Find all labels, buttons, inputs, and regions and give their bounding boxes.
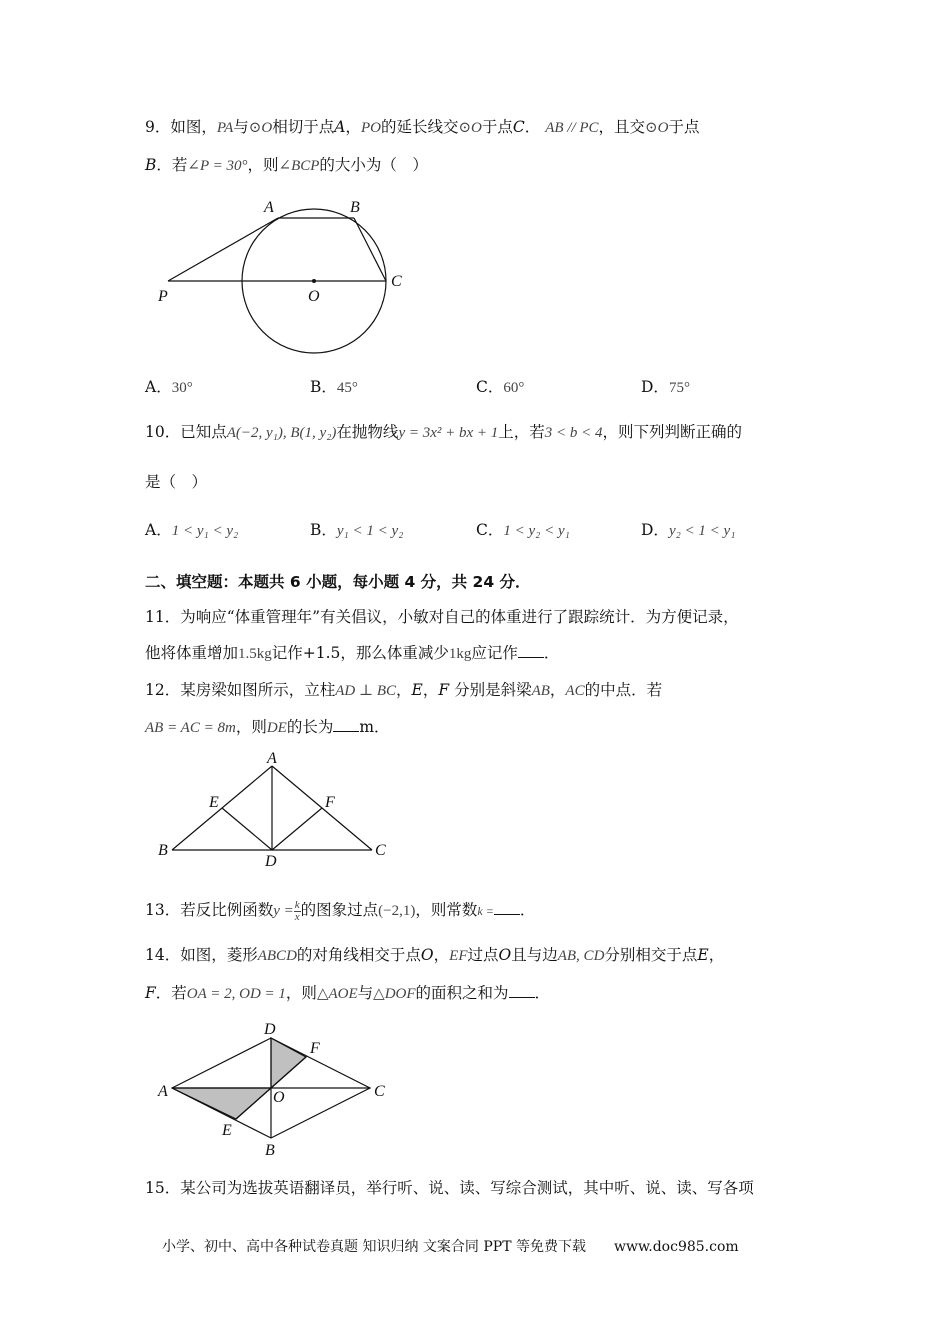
- q9-label-B: B: [350, 199, 360, 216]
- q14-label-F: F: [310, 1040, 320, 1057]
- q14-label-O: O: [273, 1089, 285, 1106]
- q9-label-A: A: [264, 199, 274, 216]
- q14-figure: [150, 1018, 400, 1160]
- q14-label-A: A: [158, 1083, 168, 1100]
- q9-label-P: P: [158, 288, 168, 305]
- q14-answer-blank: [509, 983, 535, 998]
- q12-line1: 12．某房梁如图所示，立柱AD ⊥ BC，E，F 分别是斜梁AB，AC的中点．若: [145, 681, 663, 699]
- q12-label-B: B: [158, 842, 168, 859]
- q9-figure: [150, 195, 420, 360]
- page-footer: 小学、初中、高中各种试卷真题 知识归纳 文案合同 PPT 等免费下载 www.doc985.com: [162, 1239, 739, 1255]
- q12-line2: AB = AC = 8m，则DE的长为 m．: [145, 718, 390, 736]
- q10-line1: 10．已知点A(−2, y₁), B(1, y₂)在抛物线y = 3x² + bx + 1上，若3 < b < 4，则下列判断正确的: [145, 423, 743, 441]
- q9-line1: 9．如图，PA与⊙O相切于点A，PO的延长线交⊙O于点C． AB // PC，且交⊙O于点: [145, 118, 700, 136]
- q12-label-C: C: [375, 842, 386, 859]
- q14-label-B: B: [265, 1142, 275, 1159]
- q9-label-C: C: [391, 273, 402, 290]
- q13-line: 13．若反比例函数y = $\frac{k}{x}$ 的图象过点(−2,1)，则常数k = ．: [145, 898, 536, 923]
- q12-line-FD: [272, 808, 322, 850]
- q10-option-d: D．y₂ < 1 < y₁: [641, 521, 736, 539]
- q14-label-E: E: [222, 1122, 232, 1139]
- q9-option-c: C．60°: [476, 378, 525, 396]
- q12-line-ED: [222, 808, 272, 850]
- q14-shaded-DOF: [271, 1038, 306, 1088]
- q9-line-PA: [168, 218, 278, 281]
- q12-answer-blank: [333, 717, 359, 732]
- q10-option-c: C．1 < y₂ < y₁: [476, 521, 570, 539]
- q14-label-D: D: [264, 1021, 276, 1038]
- q9-label-O: O: [308, 288, 320, 305]
- q9-center-dot: [312, 279, 316, 283]
- q12-label-A: A: [267, 750, 277, 767]
- section-2-heading: 二、填空题：本题共 6 小题，每小题 4 分，共 24 分．: [145, 573, 531, 591]
- q9-line-BC: [354, 218, 386, 281]
- q9-option-a: A．30°: [145, 378, 193, 396]
- q15-line1: 15．某公司为选拔英语翻译员，举行听、说、读、写综合测试，其中听、说、读、写各项: [145, 1179, 754, 1197]
- q11-line2: 他将体重增加1.5kg记作+1.5，那么体重减少1kg应记作 ．: [145, 644, 560, 662]
- q11-answer-blank: [518, 643, 544, 658]
- q12-label-E: E: [209, 794, 219, 811]
- q14-label-C: C: [374, 1083, 385, 1100]
- q14-line2: F．若OA = 2, OD = 1，则△AOE与△DOF的面积之和为 ．: [145, 984, 551, 1002]
- q10-option-a: A．1 < y₁ < y₂: [145, 521, 239, 539]
- q14-shaded-AOE: [172, 1088, 271, 1119]
- q12-figure: [150, 748, 400, 870]
- q13-answer-blank: [494, 900, 520, 915]
- q10-option-b: B．y₁ < 1 < y₂: [310, 521, 404, 539]
- q12-label-D: D: [265, 853, 277, 870]
- q11-line1: 11．为响应“体重管理年”有关倡议，小敏对自己的体重进行了跟踪统计．为方便记录，: [145, 608, 739, 626]
- q9-option-d: D．75°: [641, 378, 690, 396]
- q13-fraction: $\frac{k}{x}$: [294, 898, 300, 923]
- q12-label-F: F: [325, 794, 335, 811]
- q9-line2: B．若∠P = 30°，则∠BCP的大小为（ ）: [145, 156, 428, 174]
- q14-line1: 14．如图，菱形ABCD的对角线相交于点O，EF过点O且与边AB, CD分别相交于点E，: [145, 946, 725, 964]
- q10-line2: 是（ ）: [145, 473, 208, 491]
- q9-option-b: B．45°: [310, 378, 358, 396]
